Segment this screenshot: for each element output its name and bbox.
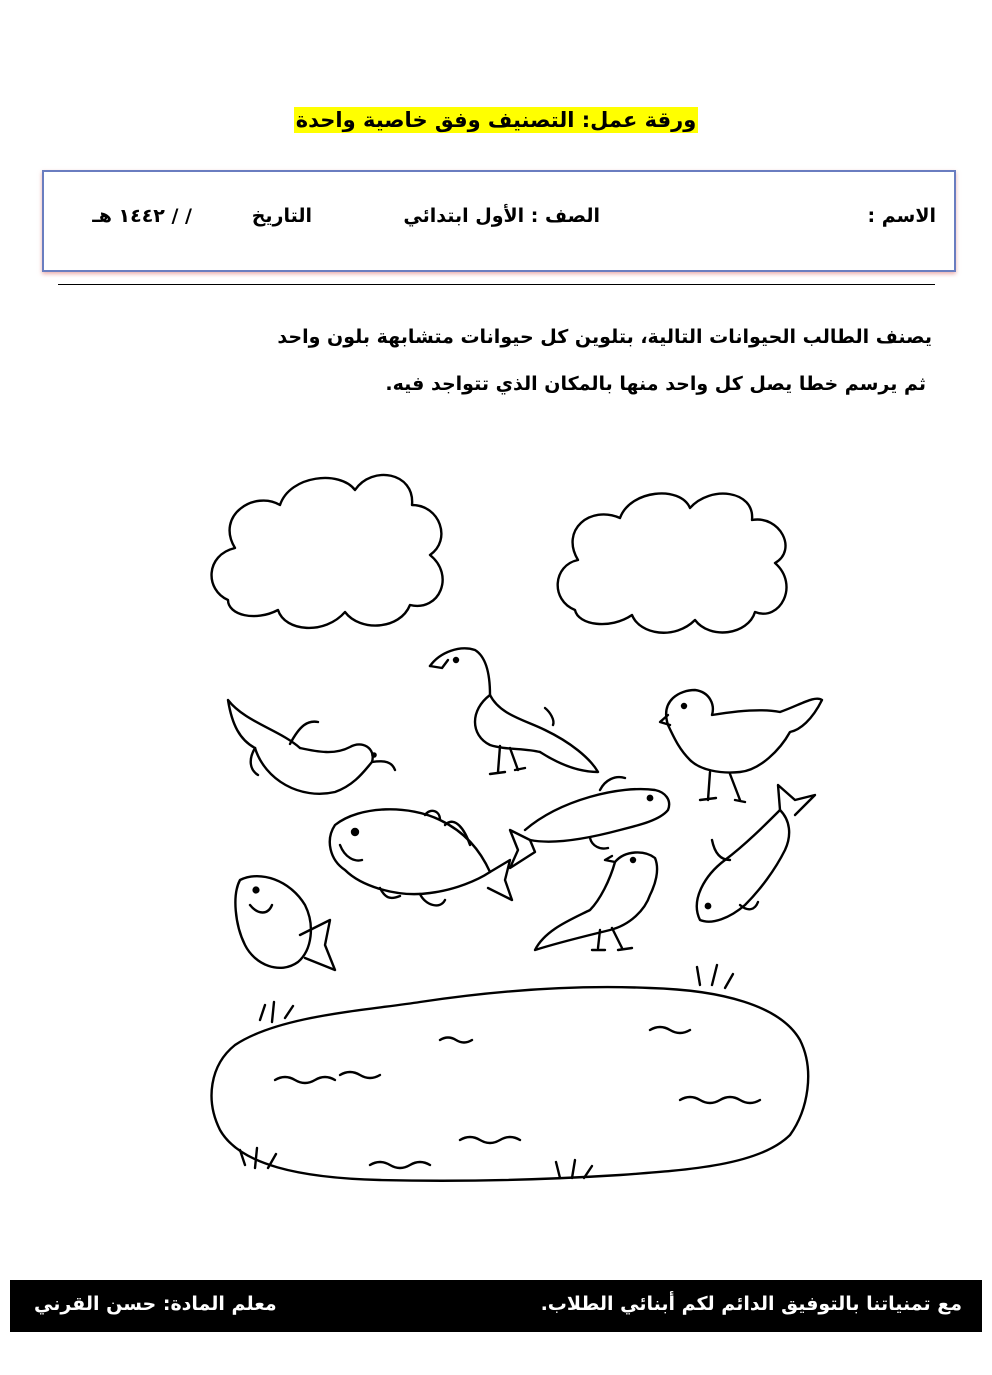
title-text: ورقة عمل: التصنيف وفق خاصية واحدة — [295, 108, 697, 132]
fish-round — [235, 876, 335, 970]
grade-label: الصف : الأول ابتدائي — [403, 205, 600, 227]
bird-perched-top — [430, 648, 598, 774]
instruction-line-2: ثم يرسم خطا يصل كل واحد منها بالمكان الذي تتواجد فيه. — [385, 373, 926, 395]
date-label: التاريخ — [251, 205, 312, 227]
instruction-line-1: يصنف الطالب الحيوانات التالية، بتلوين كل حيوانات متشابهة بلون واحد — [277, 326, 932, 348]
name-label: الاسم : — [867, 205, 936, 227]
pond — [212, 965, 809, 1181]
footer-wishes: مع تمنياتنا بالتوفيق الدائم لكم أبنائي الطلاب. — [540, 1293, 962, 1315]
cloud-left — [212, 475, 443, 628]
fish-big — [330, 809, 512, 905]
date-value: / / ١٤٤٢ هـ — [92, 205, 192, 227]
footer-teacher: معلم المادة: حسن القرني — [34, 1293, 277, 1315]
cloud-right — [558, 493, 787, 632]
fish-diagonal — [697, 785, 815, 922]
bird-bottom — [535, 852, 657, 950]
bird-flying — [228, 700, 395, 794]
bird-standing-right — [660, 690, 822, 802]
footer-bar — [10, 1280, 982, 1332]
